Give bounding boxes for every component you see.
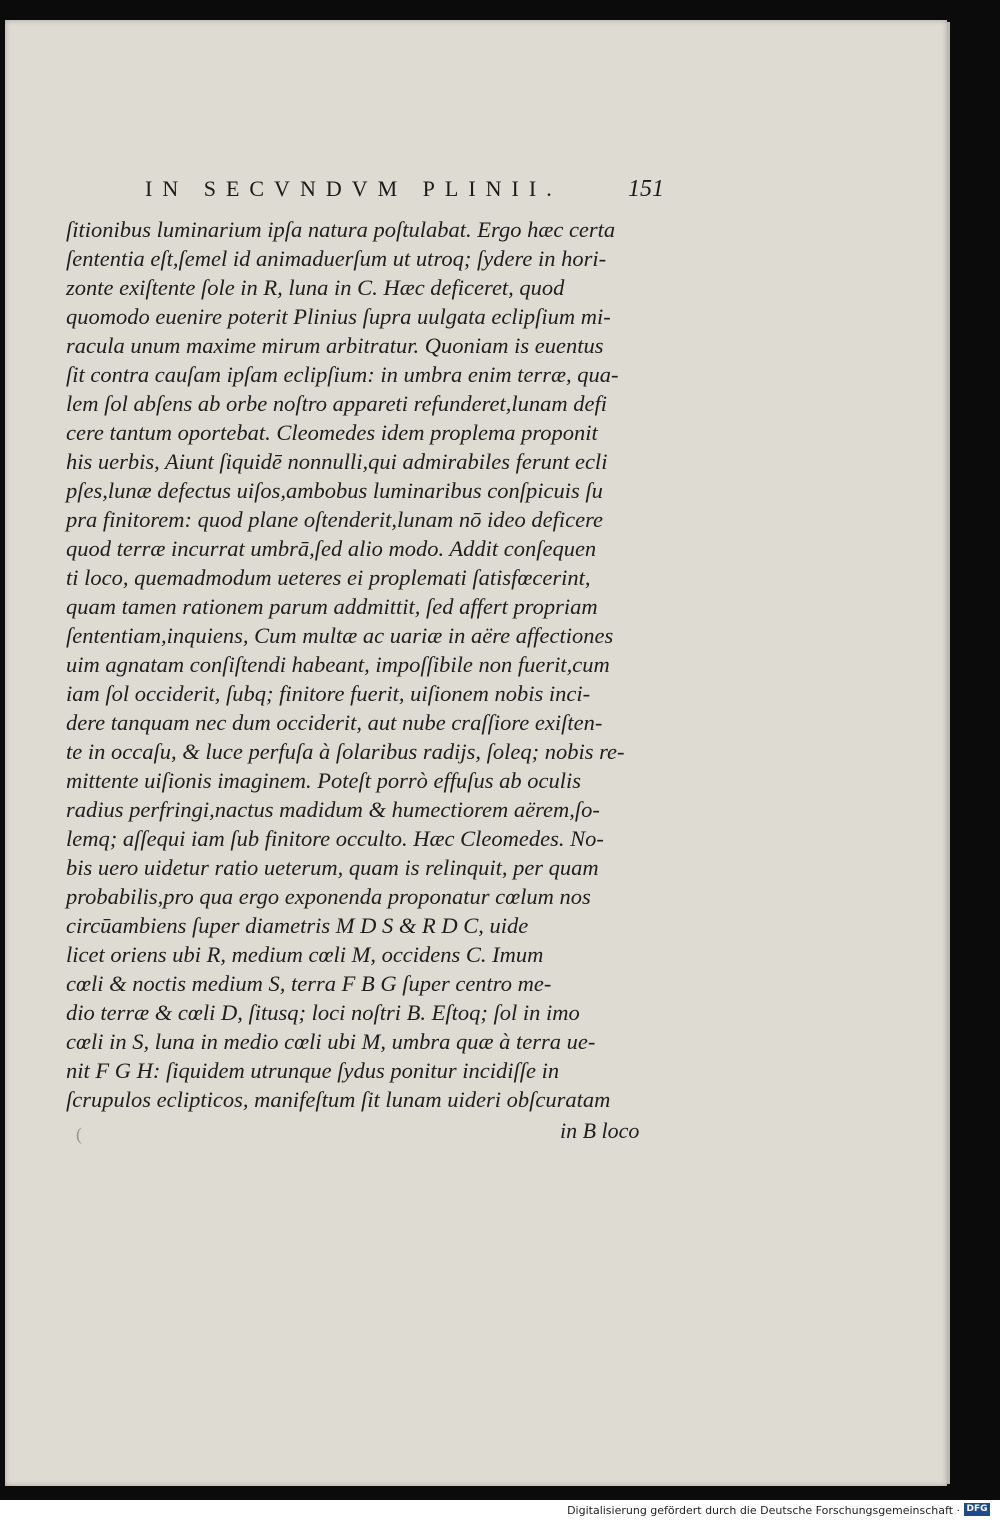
dfg-logo: DFG — [964, 1503, 990, 1516]
catchword: in B loco — [560, 1118, 640, 1143]
text-line: dere tanquam nec dum occiderit, aut nube craſſiore exiſten- — [66, 710, 603, 735]
text-line: iam ſol occiderit, ſubq; finitore fuerit, uiſionem nobis inci- — [66, 681, 591, 706]
text-line: ti loco, quemadmodum ueteres ei proplemati ſatisfœcerint, — [66, 565, 591, 590]
text-line: lem ſol abſens ab orbe noſtro appareti refunderet,lunam defi — [66, 391, 607, 416]
text-line: pra finitorem: quod plane oſtenderit,lunam nō ideo deficere — [66, 507, 603, 532]
text-line: te in occaſu, & luce perfuſa à ſolaribus radijs, ſoleq; nobis re- — [66, 739, 625, 764]
text-line: his uerbis, Aiunt ſiquidē nonnulli,qui admirabiles ferunt ecli — [66, 449, 608, 474]
text-line: quam tamen rationem parum addmittit, ſed affert propriam — [66, 594, 598, 619]
text-line: cœli & noctis medium S, terra F B G ſuper centro me- — [66, 971, 552, 996]
text-line: mittente uiſionis imaginem. Poteſt porrò effuſus ab oculis — [66, 768, 581, 793]
digitization-credit: Digitalisierung gefördert durch die Deutsche Forschungsgemeinschaft · — [567, 1504, 960, 1517]
text-line: cœli in S, luna in medio cœli ubi M, umbra quæ à terra ue- — [66, 1029, 596, 1054]
body-text — [66, 215, 666, 1114]
text-line: circūambiens ſuper diametris M D S & R D C, uide — [66, 913, 529, 938]
text-line: radius perfringi,nactus madidum & humectiorem aërem,ſo- — [66, 797, 600, 822]
text-line: bis uero uidetur ratio ueterum, quam is relinquit, per quam — [66, 855, 599, 880]
text-line: licet oriens ubi R, medium cœli M, occidens C. Imum — [66, 942, 544, 967]
margin-mark: ( — [76, 1124, 82, 1144]
running-title: IN SECVNDVM PLINII. — [145, 176, 562, 201]
text-line: ſententia eſt,ſemel id animaduerſum ut utroq; ſydere in hori- — [66, 246, 607, 271]
text-line: ſitionibus luminarium ipſa natura poſtulabat. Ergo hæc certa — [66, 217, 616, 242]
text-line: cere tantum oportebat. Cleomedes idem proplema proponit — [66, 420, 598, 445]
text-line: ſententiam,inquiens, Cum multæ ac uariæ in aëre affectiones — [66, 623, 614, 648]
text-line: zonte exiſtente ſole in R, luna in C. Hæc deficeret, quod — [66, 275, 565, 300]
text-line: dio terræ & cœli D, ſitusq; loci noſtri B. Eſtoq; ſol in imo — [66, 1000, 580, 1025]
text-line: ſcrupulos eclipticos, manifeſtum ſit lunam uideri obſcuratam — [66, 1087, 611, 1112]
text-line: quomodo euenire poterit Plinius ſupra uulgata eclipſium mi- — [66, 304, 611, 329]
text-line: probabilis,pro qua ergo exponenda proponatur cœlum nos — [66, 884, 591, 909]
page-edge — [947, 22, 950, 1484]
text-line: quod terræ incurrat umbrā,ſed alio modo. Addit conſequen — [66, 536, 597, 561]
text-line: racula unum maxime mirum arbitratur. Quoniam is euentus — [66, 333, 604, 358]
text-line: ſit contra cauſam ipſam eclipſium: in umbra enim terræ, qua- — [66, 362, 619, 387]
page-number: 151 — [628, 176, 664, 202]
text-line: uim agnatam conſiſtendi habeant, impoſſibile non fuerit,cum — [66, 652, 610, 677]
text-line: pſes,lunæ defectus uiſos,ambobus luminaribus conſpicuis ſu — [66, 478, 603, 503]
text-line: lemq; aſſequi iam ſub finitore occulto. Hæc Cleomedes. No- — [66, 826, 604, 851]
text-line: nit F G H: ſiquidem utrunque ſydus ponitur incidiſſe in — [66, 1058, 560, 1083]
